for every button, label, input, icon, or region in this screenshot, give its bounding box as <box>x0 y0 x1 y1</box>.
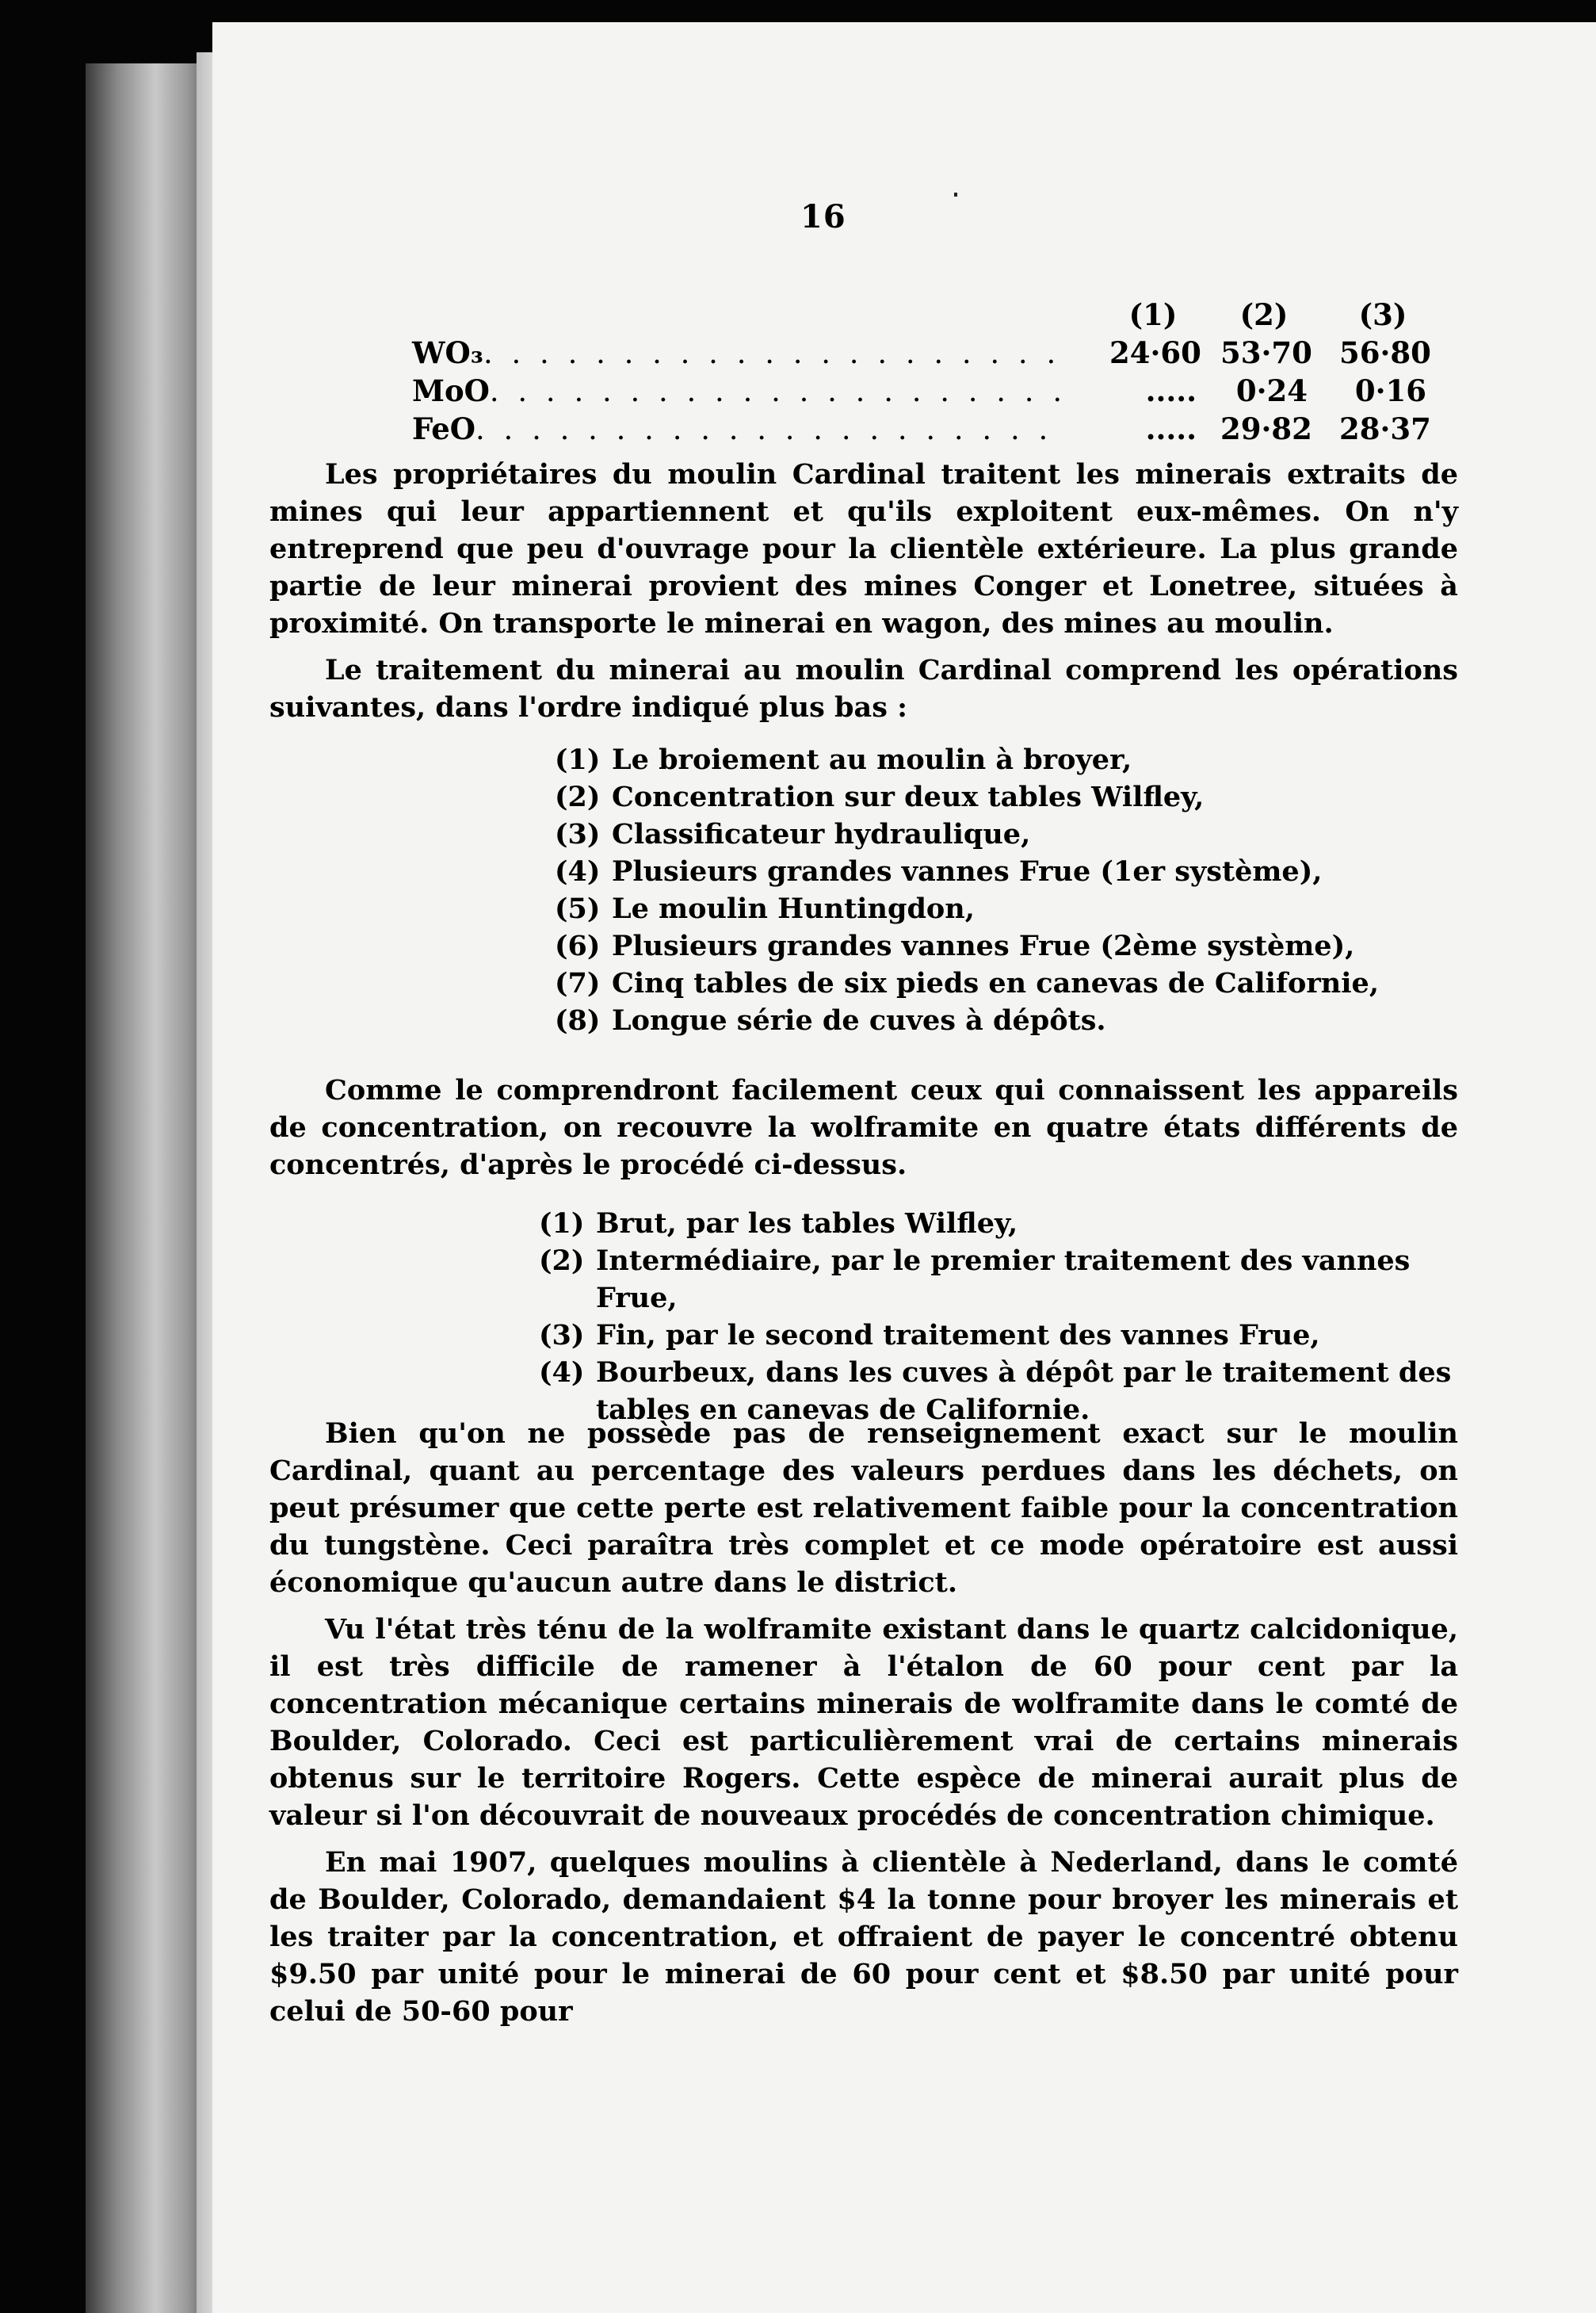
list-item: (3) Fin, par le second traitement des vannes Frue, <box>539 1319 1320 1351</box>
assay-table-header <box>412 297 1466 335</box>
body-text-top <box>269 456 1458 736</box>
leader-dots: . . . . . . . . . . . . . . . . . . . . . <box>483 336 1061 370</box>
table-cell: 0·24 <box>1235 373 1308 408</box>
paragraph: Comme le comprendront facilement ceux qui connaissent les appareils de concentration, on recouvre la wolframite en quatre états différents de concentrés, d'après le procédé ci-dessus. <box>269 1074 1458 1181</box>
paragraph: Le traitement du minerai au moulin Cardinal comprend les opérations suivantes, dans l'ordre indiqué plus bas : <box>269 654 1458 724</box>
body-text-bottom <box>269 1415 1458 2040</box>
operations-list <box>555 741 1466 1039</box>
table-cell: 56·80 <box>1339 335 1431 370</box>
row-label: FeO. . . . . . . . . . . . . . . . . . . . . <box>412 411 1053 446</box>
table-cell: ..... <box>1145 411 1197 446</box>
list-item: (1) Le broiement au moulin à broyer, <box>555 744 1132 776</box>
list-item: (5) Le moulin Huntingdon, <box>555 893 975 925</box>
list-item: (8) Longue série de cuves à dépôts. <box>555 1004 1106 1037</box>
list-item: (3) Classificateur hydraulique, <box>555 818 1031 851</box>
column-header: (2) <box>1239 297 1289 332</box>
speck-mark <box>954 193 957 197</box>
table-cell: 24·60 <box>1109 335 1201 370</box>
paragraph: Bien qu'on ne possède pas de renseignement exact sur le moulin Cardinal, quant au percentage des valeurs perdues dans les déchets, on peut présumer que cette perte est relativement faible pour la concentration du tungstène. Ceci paraîtra très complet et ce mode opératoire est aussi économique qu'aucun autre dans le district. <box>269 1417 1458 1599</box>
table-cell: 28·37 <box>1339 411 1431 446</box>
table-cell: ..... <box>1145 373 1197 408</box>
column-header: (3) <box>1358 297 1407 332</box>
book-binding <box>86 63 212 2313</box>
table-row <box>412 335 1466 373</box>
table-row <box>412 411 1466 449</box>
paragraph: En mai 1907, quelques moulins à clientèle à Nederland, dans le comté de Boulder, Colorado, demandaient $4 la tonne pour broyer les minerais et les traiter par la concentration, et offraient de payer le concentré obtenu $9.50 par unité pour le minerai de 60 pour cent et $8.50 par unité pour celui de 50-60 pour <box>269 1846 1458 2028</box>
leader-dots: . . . . . . . . . . . . . . . . . . . . . <box>489 374 1067 408</box>
list-item: (4) Plusieurs grandes vannes Frue (1er système), <box>555 855 1323 888</box>
assay-table <box>412 297 1466 449</box>
table-cell: 0·16 <box>1354 373 1426 408</box>
column-header: (1) <box>1128 297 1178 332</box>
body-text-middle <box>269 1072 1458 1193</box>
list-item: (6) Plusieurs grandes vannes Frue (2ème système), <box>555 930 1355 962</box>
table-cell: 53·70 <box>1220 335 1312 370</box>
list-item: (7) Cinq tables de six pieds en canevas de Californie, <box>555 967 1380 1000</box>
row-label: MoO. . . . . . . . . . . . . . . . . . . . . <box>412 373 1067 408</box>
table-row <box>412 373 1466 411</box>
table-cell: 29·82 <box>1220 411 1312 446</box>
row-label: WO₃. . . . . . . . . . . . . . . . . . . . . <box>412 335 1061 370</box>
concentrates-list <box>539 1205 1466 1428</box>
page-number: 16 <box>800 198 846 235</box>
leader-dots: . . . . . . . . . . . . . . . . . . . . . <box>475 412 1053 446</box>
paragraph: Les propriétaires du moulin Cardinal traitent les minerais extraits de mines qui leur appartiennent et qu'ils exploitent eux-mêmes. On n'y entreprend que peu d'ouvrage pour la clientèle extérieure. La plus grande partie de leur minerai provient des mines Conger et Lonetree, situées à proximité. On transporte le minerai en wagon, des mines au moulin. <box>269 458 1458 640</box>
paragraph: Vu l'état très ténu de la wolframite existant dans le quartz calcidonique, il est très difficile de ramener à l'étalon de 60 pour cent par la concentration mécanique certains minerais de wolframite dans le comté de Boulder, Colorado. Ceci est particulièrement vrai de certains minerais obtenus sur le territoire Rogers. Cette espèce de minerai aurait plus de valeur si l'on découvrait de nouveaux procédés de concentration chimique. <box>269 1613 1458 1832</box>
list-item: (2) Intermédiaire, par le premier traitement des vannes Frue, <box>539 1244 1411 1314</box>
list-item: (4) Bourbeux, dans les cuves à dépôt par le traitement des tables en canevas de Californie. <box>539 1356 1452 1426</box>
list-item: (1) Brut, par les tables Wilfley, <box>539 1207 1018 1240</box>
list-item: (2) Concentration sur deux tables Wilfley, <box>555 781 1205 813</box>
